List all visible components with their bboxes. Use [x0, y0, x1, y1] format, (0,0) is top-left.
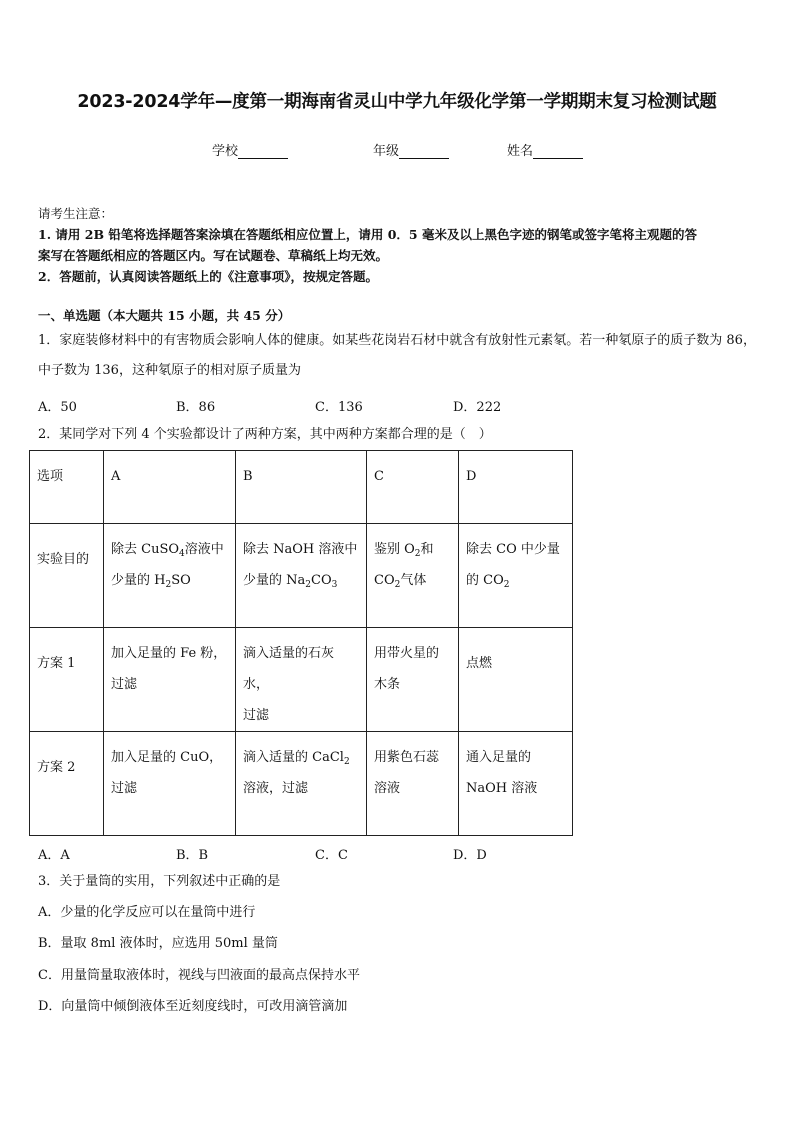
q1-option-c: C．136 — [315, 400, 363, 415]
question-3-stem: 3．关于量筒的实用，下列叙述中正确的是 — [38, 874, 281, 889]
question-2-stem: 2．某同学对下列 4 个实验都设计了两种方案，其中两种方案都合理的是（ ） — [38, 427, 492, 442]
table-row-header — [30, 451, 573, 524]
q1-option-b: B．86 — [176, 400, 216, 415]
text: CO — [374, 573, 395, 588]
text: 和 — [420, 542, 434, 557]
q1-option-a: A．50 — [38, 400, 77, 415]
notice-line-1b: 案写在答题纸相应的答题区内。写在试题卷、草稿纸上均无效。 — [38, 248, 389, 263]
notice-heading: 请考生注意： — [38, 206, 114, 221]
text: 加入足量的 CuO， — [111, 750, 223, 765]
subscript: 2 — [165, 580, 172, 590]
text: 除去 CuSO — [111, 542, 180, 557]
text: 除去 NaOH 溶液中 — [243, 542, 358, 557]
question-3-option-b: B．量取 8ml 液体时，应选用 50ml 量筒 — [38, 936, 278, 951]
cell-purpose-d — [459, 524, 573, 628]
text: CO — [311, 573, 332, 588]
text: 溶液 — [374, 781, 401, 796]
text: 用紫色石蕊 — [374, 750, 440, 765]
q2-option-c: C．C — [315, 848, 348, 863]
question-3-option-d: D．向量筒中倾倒液体至近刻度线时，可改用滴管滴加 — [38, 999, 348, 1014]
q2-option-d: D．D — [453, 848, 487, 863]
school-blank — [238, 144, 288, 159]
grade-label: 年级 — [373, 144, 400, 159]
notice-line-2: 2．答题前，认真阅读答题纸上的《注意事项》，按规定答题。 — [38, 269, 378, 284]
cell-plan1-d — [459, 628, 573, 732]
cell-plan2-d — [459, 732, 573, 836]
subscript: 2 — [305, 580, 311, 590]
cell-header-b: B — [236, 451, 367, 524]
question-3-option-c: C．用量筒量取液体时，视线与凹液面的最高点保持水平 — [38, 968, 360, 983]
text: 少量的 H — [111, 573, 166, 588]
text: 加入足量的 Fe 粉， — [111, 646, 227, 661]
cell-plan2-label: 方案 2 — [30, 732, 104, 836]
notice-line-1a: 1. 请用 2B 铅笔将选择题答案涂填在答题纸相应位置上，请用 0．5 毫米及以上黑色字迹的钢笔或签字笔将主观题的答 — [38, 227, 697, 242]
text: 点燃 — [466, 656, 493, 671]
cell-purpose-b — [236, 524, 367, 628]
name-field — [507, 140, 583, 159]
text: NaOH 溶液 — [466, 781, 538, 796]
cell-plan1-b — [236, 628, 367, 732]
cell-plan2-c — [367, 732, 459, 836]
text: SO — [171, 573, 191, 588]
text: 少量的 Na — [243, 573, 306, 588]
text: 过滤 — [243, 708, 270, 723]
question-3-option-a: A．少量的化学反应可以在量筒中进行 — [38, 905, 256, 920]
table-row-plan-1 — [30, 628, 573, 732]
text: 的 CO — [466, 573, 504, 588]
cell-plan2-a — [104, 732, 236, 836]
exam-notice — [38, 203, 758, 287]
text: 气体 — [400, 573, 427, 588]
subscript: 2 — [343, 757, 350, 767]
text: 用带火星的 — [374, 646, 440, 661]
text: 过滤 — [111, 677, 138, 692]
text: 通入足量的 — [466, 750, 532, 765]
question-2-table — [29, 450, 573, 836]
cell-purpose-a — [104, 524, 236, 628]
cell-plan1-a — [104, 628, 236, 732]
q2-option-a: A．A — [38, 848, 70, 863]
text: 滴入适量的石灰水， — [243, 646, 335, 692]
question-1-stem: 1．家庭装修材料中的有害物质会影响人体的健康。如某些花岗岩石材中就含有放射性元素氡。若一种氡原子的质子数为 86，中子数为 136，这种氡原子的相对原子质量为 — [38, 333, 756, 378]
question-1-options — [38, 396, 598, 416]
cell-plan1-c — [367, 628, 459, 732]
school-field — [212, 140, 288, 159]
cell-header-c: C — [367, 451, 459, 524]
text: 过滤 — [111, 781, 138, 796]
table-row-plan-2 — [30, 732, 573, 836]
q1-option-d: D．222 — [453, 400, 502, 415]
q2-option-b: B．B — [176, 848, 209, 863]
text: 滴入适量的 CaCl — [243, 750, 344, 765]
grade-field — [373, 140, 449, 159]
subscript: 4 — [179, 549, 185, 559]
cell-header-option: 选项 — [30, 451, 104, 524]
section-heading: 一、单选题（本大题共 15 小题，共 45 分） — [38, 308, 291, 323]
cell-plan1-label: 方案 1 — [30, 628, 104, 732]
table-row-purpose — [30, 524, 573, 628]
text: 除去 CO 中少量 — [466, 542, 560, 557]
cell-header-a: A — [104, 451, 236, 524]
subscript: 2 — [394, 580, 401, 590]
subscript: 2 — [503, 580, 510, 590]
cell-plan2-b — [236, 732, 367, 836]
name-label: 姓名 — [507, 144, 534, 159]
subscript: 2 — [414, 549, 421, 559]
grade-blank — [399, 144, 449, 159]
text: 鉴别 O — [374, 542, 415, 557]
text: 溶液中 — [184, 542, 224, 557]
name-blank — [533, 144, 583, 159]
cell-purpose-label: 实验目的 — [30, 524, 104, 628]
text: 木条 — [374, 677, 401, 692]
question-2-options — [38, 844, 598, 864]
text: 溶液，过滤 — [243, 781, 309, 796]
cell-purpose-c — [367, 524, 459, 628]
page-title: 2023-2024学年—度第一期海南省灵山中学九年级化学第一学期期末复习检测试题 — [77, 92, 717, 112]
cell-header-d: D — [459, 451, 573, 524]
subscript: 3 — [331, 580, 338, 590]
school-label: 学校 — [212, 144, 239, 159]
